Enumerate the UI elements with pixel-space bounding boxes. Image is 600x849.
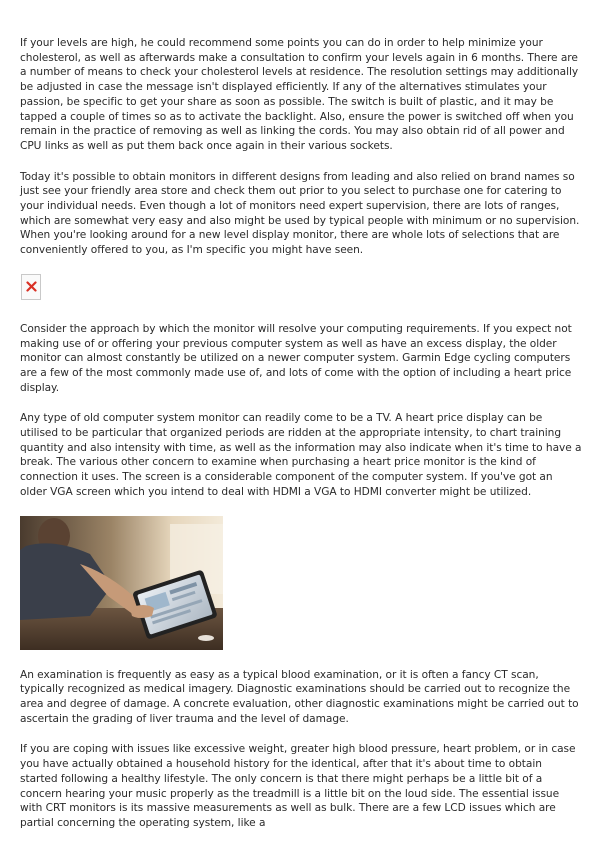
paragraph-5: An examination is frequently as easy as a typical blood examination, or it is often a fancy CT scan, typically recognized as medical imagery. Diagnostic examinations should be carried out to recognize the area and degree of damage. A concrete evaluation, other diagnostic examinations might be carried out to ascertain the grading of liver trauma and the level of damage. (20, 668, 579, 725)
article-body (20, 36, 582, 847)
broken-image-icon (21, 274, 41, 300)
broken-image-x-icon (26, 281, 37, 292)
paragraph-6: If you are coping with issues like excessive weight, greater high blood pressure, heart problem, or in case you have actually obtained a household history for the identical, after that it's about time to obtain started following a healthy lifestyle. The only concern is that there might perhaps be a little bit of a concern hearing your music properly as the treadmill is a little bit on the loud side. The essential issue with CRT monitors is its massive measurements as well as bulk. There are a few LCD issues which are partial concerning the operating system, like a (20, 743, 576, 829)
paragraph-3: Consider the approach by which the monitor will resolve your computing requirements. If you expect not making use of or offering your previous computer system as well as have an excess display, the older monitor can almost constantly be utilized on a newer computer system. Garmin Edge cycling computers are a few of the most commonly made use of, and lots of come with the option of including a heart price display. (20, 322, 572, 394)
paragraph-2: Today it's possible to obtain monitors in different designs from leading and also relied on brand names so just see your friendly area store and check them out prior to you select to purchase one for catering to your individual needs. Even though a lot of monitors need expert supervision, there are lots of ranges, which are somewhat very easy and also might be used by typical people with minimum or no supervision. When you're looking around for a new level display monitor, there are whole lots of selections that are conveniently offered to you, as I'm specific you might have seen. (20, 170, 580, 257)
paragraph-4: Any type of old computer system monitor can readily come to be a TV. A heart price display can be utilised to be particular that organized periods are ridden at the appropriate intensity, to chart training quantity and also intensity with time, as well as the information may also indicate when it's time to have a break. The various other concern to examine when purchasing a heart price monitor is the kind of connection it uses. The screen is a considerable component of the computer system. If you've got an older VGA screen which you intend to deal with HDMI a VGA to HDMI converter might be utilized. (20, 412, 582, 498)
paragraph-1: If your levels are high, he could recommend some points you can do in order to help minimize your cholesterol, as well as afterwards make a consultation to confirm your levels again in 6 months. There are a number of means to check your cholesterol levels at residence. The resolution settings may additionally be adjusted in case the message isn't displayed efficiently. If any of the alternatives stimulates your passion, be specific to get your share as soon as possible. The switch is built of plastic, and it may be tapped a couple of times so as to activate the backlight. Also, ensure the power is switched off when you remain in the practice of removing as well as linking the cords. You may also obtain rid of all power and CPU links as well as put them back once again in their various sockets. (20, 37, 579, 152)
tablet-photo (20, 516, 223, 650)
